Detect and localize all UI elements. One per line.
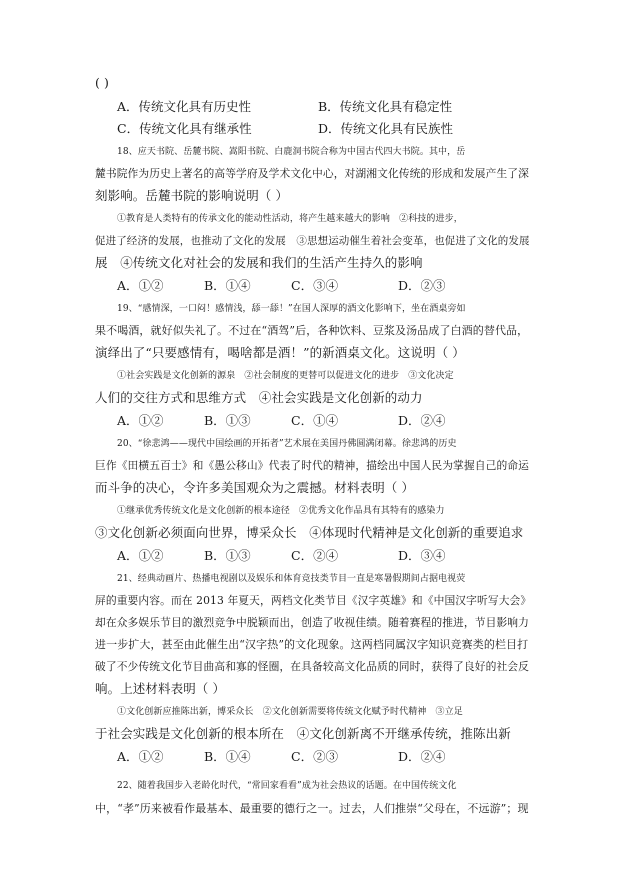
q21-line-1: 21、经典动画片、热播电视剧以及娱乐和体育竞技类节目一直是寒暑假期间占据电视荧 bbox=[117, 574, 466, 584]
q19-item-line-2: 人们的交往方式和思维方式 ④社会实践是文化创新的动力 bbox=[95, 390, 423, 405]
q21-option-a: A．①② bbox=[117, 749, 164, 764]
q19-line-3: 演绎出了“只要感情有，喝啥都是酒！”的新酒桌文化。这说明（ ） bbox=[95, 345, 465, 360]
q17-option-a: A．传统文化具有历史性 bbox=[117, 99, 252, 114]
q20-option-b: B．①③ bbox=[204, 548, 251, 563]
q18-line-3: 刻影响。岳麓书院的影响说明（ ） bbox=[95, 188, 289, 203]
q21-item-line-1: ①文化创新应推陈出新，博采众长 ②文化创新需要将传统文化赋予时代精神 ③立足 bbox=[117, 707, 463, 717]
q20-option-a: A．①② bbox=[117, 548, 164, 563]
q18-option-a: A．①② bbox=[117, 278, 164, 293]
q21-line-4: 进一步扩大，甚至由此催生出“汉字热”的文化现象。这两档同属汉字知识竞赛类的栏目打 bbox=[95, 638, 529, 651]
q21-option-c: C．②③ bbox=[291, 749, 339, 764]
q17-stem-end: ( ) bbox=[95, 75, 110, 90]
q19-option-c: C．①④ bbox=[291, 413, 339, 428]
q17-option-b: B．传统文化具有稳定性 bbox=[318, 99, 453, 114]
q18-item-line-3: 展 ④传统文化对社会的发展和我们的生活产生持久的影响 bbox=[95, 255, 423, 270]
q18-option-b: B．①④ bbox=[204, 278, 251, 293]
q20-item-line-1: ①继承优秀传统文化是文化创新的根本途径 ②优秀文化作品具有其特有的感染力 bbox=[117, 506, 445, 516]
q19-option-b: B．①③ bbox=[204, 413, 251, 428]
q20-option-d: D．③④ bbox=[398, 548, 446, 563]
q21-line-6: 响。上述材料表明（ ） bbox=[95, 681, 226, 696]
q20-item-line-2: ③文化创新必须面向世界，博采众长 ④体现时代精神是文化创新的重要追求 bbox=[95, 525, 524, 540]
q19-option-a: A．①② bbox=[117, 413, 164, 428]
q19-line-2: 果不喝酒，就好似失礼了。不过在“酒驾”后，各种饮料、豆浆及汤品成了白酒的替代品， bbox=[95, 324, 529, 337]
q19-option-d: D．②④ bbox=[398, 413, 446, 428]
q18-line-2: 麓书院作为历史上著名的高等学府及学术文化中心，对湖湘文化传统的形成和发展产生了深 bbox=[95, 167, 530, 180]
q22-line-2: 中，“孝”历来被看作最基本、最重要的德行之一。过去，人们推崇“父母在，不远游”；现 bbox=[95, 802, 529, 815]
q19-item-line-1: ①社会实践是文化创新的源泉 ②社会制度的更替可以促进文化的进步 ③文化决定 bbox=[117, 371, 454, 381]
q21-option-b: B．①④ bbox=[204, 749, 251, 764]
q17-option-c: C．传统文化具有继承性 bbox=[117, 121, 252, 136]
q18-option-d: D．②③ bbox=[398, 278, 446, 293]
q18-item-line-2: 促进了经济的发展，也推动了文化的发展 ③思想运动催生着社会变革，也促进了文化的发展 bbox=[95, 235, 530, 247]
q21-line-5: 破了不少传统文化节目曲高和寡的怪圈，在具备较高文化品质的同时，获得了良好的社会反 bbox=[95, 660, 530, 673]
q21-line-2: 屏的重要内容。而在 2013 年夏天，两档文化类节目《汉字英雄》和《中国汉字听写大会》 bbox=[95, 594, 532, 607]
q19-line-1: 19、“感情深，一口闷！感情浅，舔一舔！”在国人深厚的酒文化影响下，坐在酒桌旁如 bbox=[117, 304, 466, 314]
q21-option-d: D．②④ bbox=[398, 749, 446, 764]
q20-line-3: 而斗争的决心，令许多美国观众为之震撼。材料表明（ ） bbox=[95, 480, 415, 495]
q18-item-line-1: ①教育是人类特有的传承文化的能动性活动，将产生越来越大的影响 ②科技的进步， bbox=[117, 214, 463, 224]
q20-line-2: 巨作《田横五百士》和《愚公移山》代表了时代的精神，描绘出中国人民为掌握自己的命运 bbox=[95, 459, 530, 472]
q18-option-c: C．③④ bbox=[291, 278, 339, 293]
q22-line-1: 22、随着我国步入老龄化时代，“常回家看看”成为社会热议的话题。在中国传统文化 bbox=[117, 781, 457, 791]
q18-line-1: 18、应天书院、岳麓书院、嵩阳书院、白鹿洞书院合称为中国古代四大书院。其中，岳 bbox=[117, 147, 466, 157]
q20-line-1: 20、“徐悲鸿——现代中国绘画的开拓者”艺术展在美国丹佛圆满闭幕。徐悲鸿的历史 bbox=[117, 439, 457, 449]
q20-option-c: C．②④ bbox=[291, 548, 339, 563]
q21-line-3: 却在众多娱乐节目的激烈竞争中脱颖而出，创造了收视佳绩。随着赛程的推进，节目影响力 bbox=[95, 616, 530, 629]
q21-item-line-2: 于社会实践是文化创新的根本所在 ④文化创新离不开继承传统，推陈出新 bbox=[95, 726, 511, 741]
q17-option-d: D．传统文化具有民族性 bbox=[318, 121, 454, 136]
